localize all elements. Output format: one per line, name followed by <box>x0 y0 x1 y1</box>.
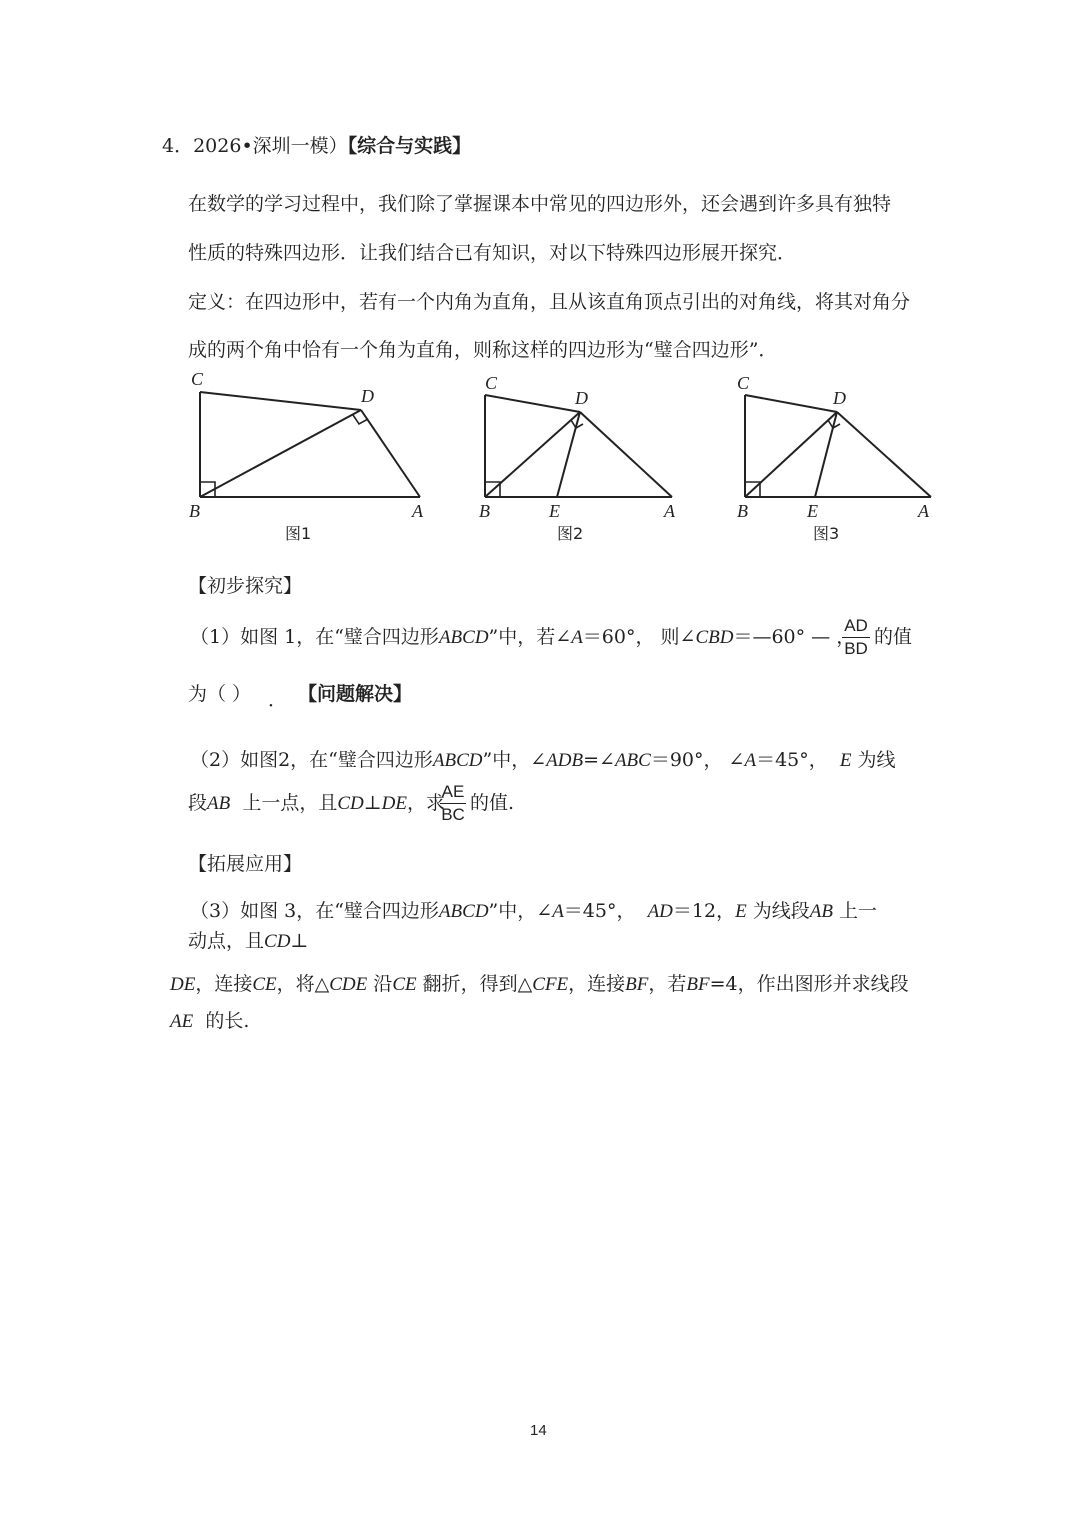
question-3-line-4: AE 的长. <box>170 1010 250 1032</box>
figures-panel <box>185 362 940 552</box>
fig3-label-d: D <box>833 388 846 408</box>
question-1-period: ． <box>268 689 288 711</box>
fig3-label-c: C <box>737 373 750 393</box>
intro-line-1: 在数学的学习过程中，我们除了掌握课本中常见的四边形外，还会遇到许多具有独特 <box>188 193 892 215</box>
definition-line-2: 成的两个角中恰有一个角为直角，则称这样的四边形为“璧合四边形”． <box>188 339 778 361</box>
fraction-ad-bd: AD BD <box>842 616 870 659</box>
intro-line-2: 性质的特殊四边形．让我们结合已有知识，对以下特殊四边形展开探究． <box>188 242 797 264</box>
fig3-label-e: E <box>807 501 818 521</box>
fig1-label-a: A <box>412 501 423 521</box>
question-2-line-1: （2）如图2，在“璧合四边形ABCD”中，∠ADB=∠ABC＝90°， ∠A＝45°， E 为线 <box>190 749 896 771</box>
figure-1 <box>200 392 420 497</box>
fig3-caption: 图3 <box>813 524 840 543</box>
fig2-label-c: C <box>485 373 498 393</box>
fig2-label-d: D <box>575 388 588 408</box>
fraction-ae-bc: AE BC <box>441 782 465 824</box>
question-2-line-2: 段AB 上一点，且CD⊥DE，求 <box>188 792 445 814</box>
question-3-line-3: DE，连接CE，将△CDE 沿CE 翻折，得到△CFE，连接BF，若BF=4，作出图形并求线段 <box>170 973 909 995</box>
figure-2 <box>485 395 672 497</box>
question-1-line: （1）如图 1，在“璧合四边形ABCD”中，若∠A＝60°， 则∠CBD＝—60° — ， <box>190 626 856 648</box>
fig2-label-b: B <box>479 501 490 521</box>
question-1-suffix: 的值 <box>874 626 913 648</box>
extension-heading: 【拓展应用】 <box>188 853 303 875</box>
question-1-answer-blank: 为（ ） <box>188 683 252 705</box>
question-section: 【综合与实践】 <box>347 135 472 157</box>
fig2-caption: 图2 <box>557 524 584 543</box>
fig2-label-e: E <box>549 501 560 521</box>
question-source: 2026•深圳一模） <box>193 135 348 157</box>
question-3-line-2: 动点，且CD⊥ <box>188 930 309 952</box>
fig2-label-a: A <box>664 501 675 521</box>
question-3-line-1: （3）如图 3，在“璧合四边形ABCD”中，∠A＝45°， AD＝12，E 为线段AB 上一 <box>190 900 878 922</box>
question-header <box>162 133 471 159</box>
figure-3 <box>745 395 931 497</box>
question-2-suffix: 的值. <box>470 792 515 814</box>
fig1-label-c: C <box>191 369 204 389</box>
definition-line-1: 定义：在四边形中，若有一个内角为直角，且从该直角顶点引出的对角线，将其对角分 <box>188 291 911 313</box>
question-number: 4． <box>162 135 194 157</box>
fig1-caption: 图1 <box>285 524 312 543</box>
fig3-label-a: A <box>918 501 929 521</box>
solve-heading: 【问题解决】 <box>298 683 413 705</box>
prelim-heading: 【初步探究】 <box>188 575 303 597</box>
fig3-label-b: B <box>737 501 748 521</box>
page-number: 14 <box>530 1422 547 1439</box>
fig1-label-b: B <box>189 501 200 521</box>
fig1-label-d: D <box>361 386 374 406</box>
